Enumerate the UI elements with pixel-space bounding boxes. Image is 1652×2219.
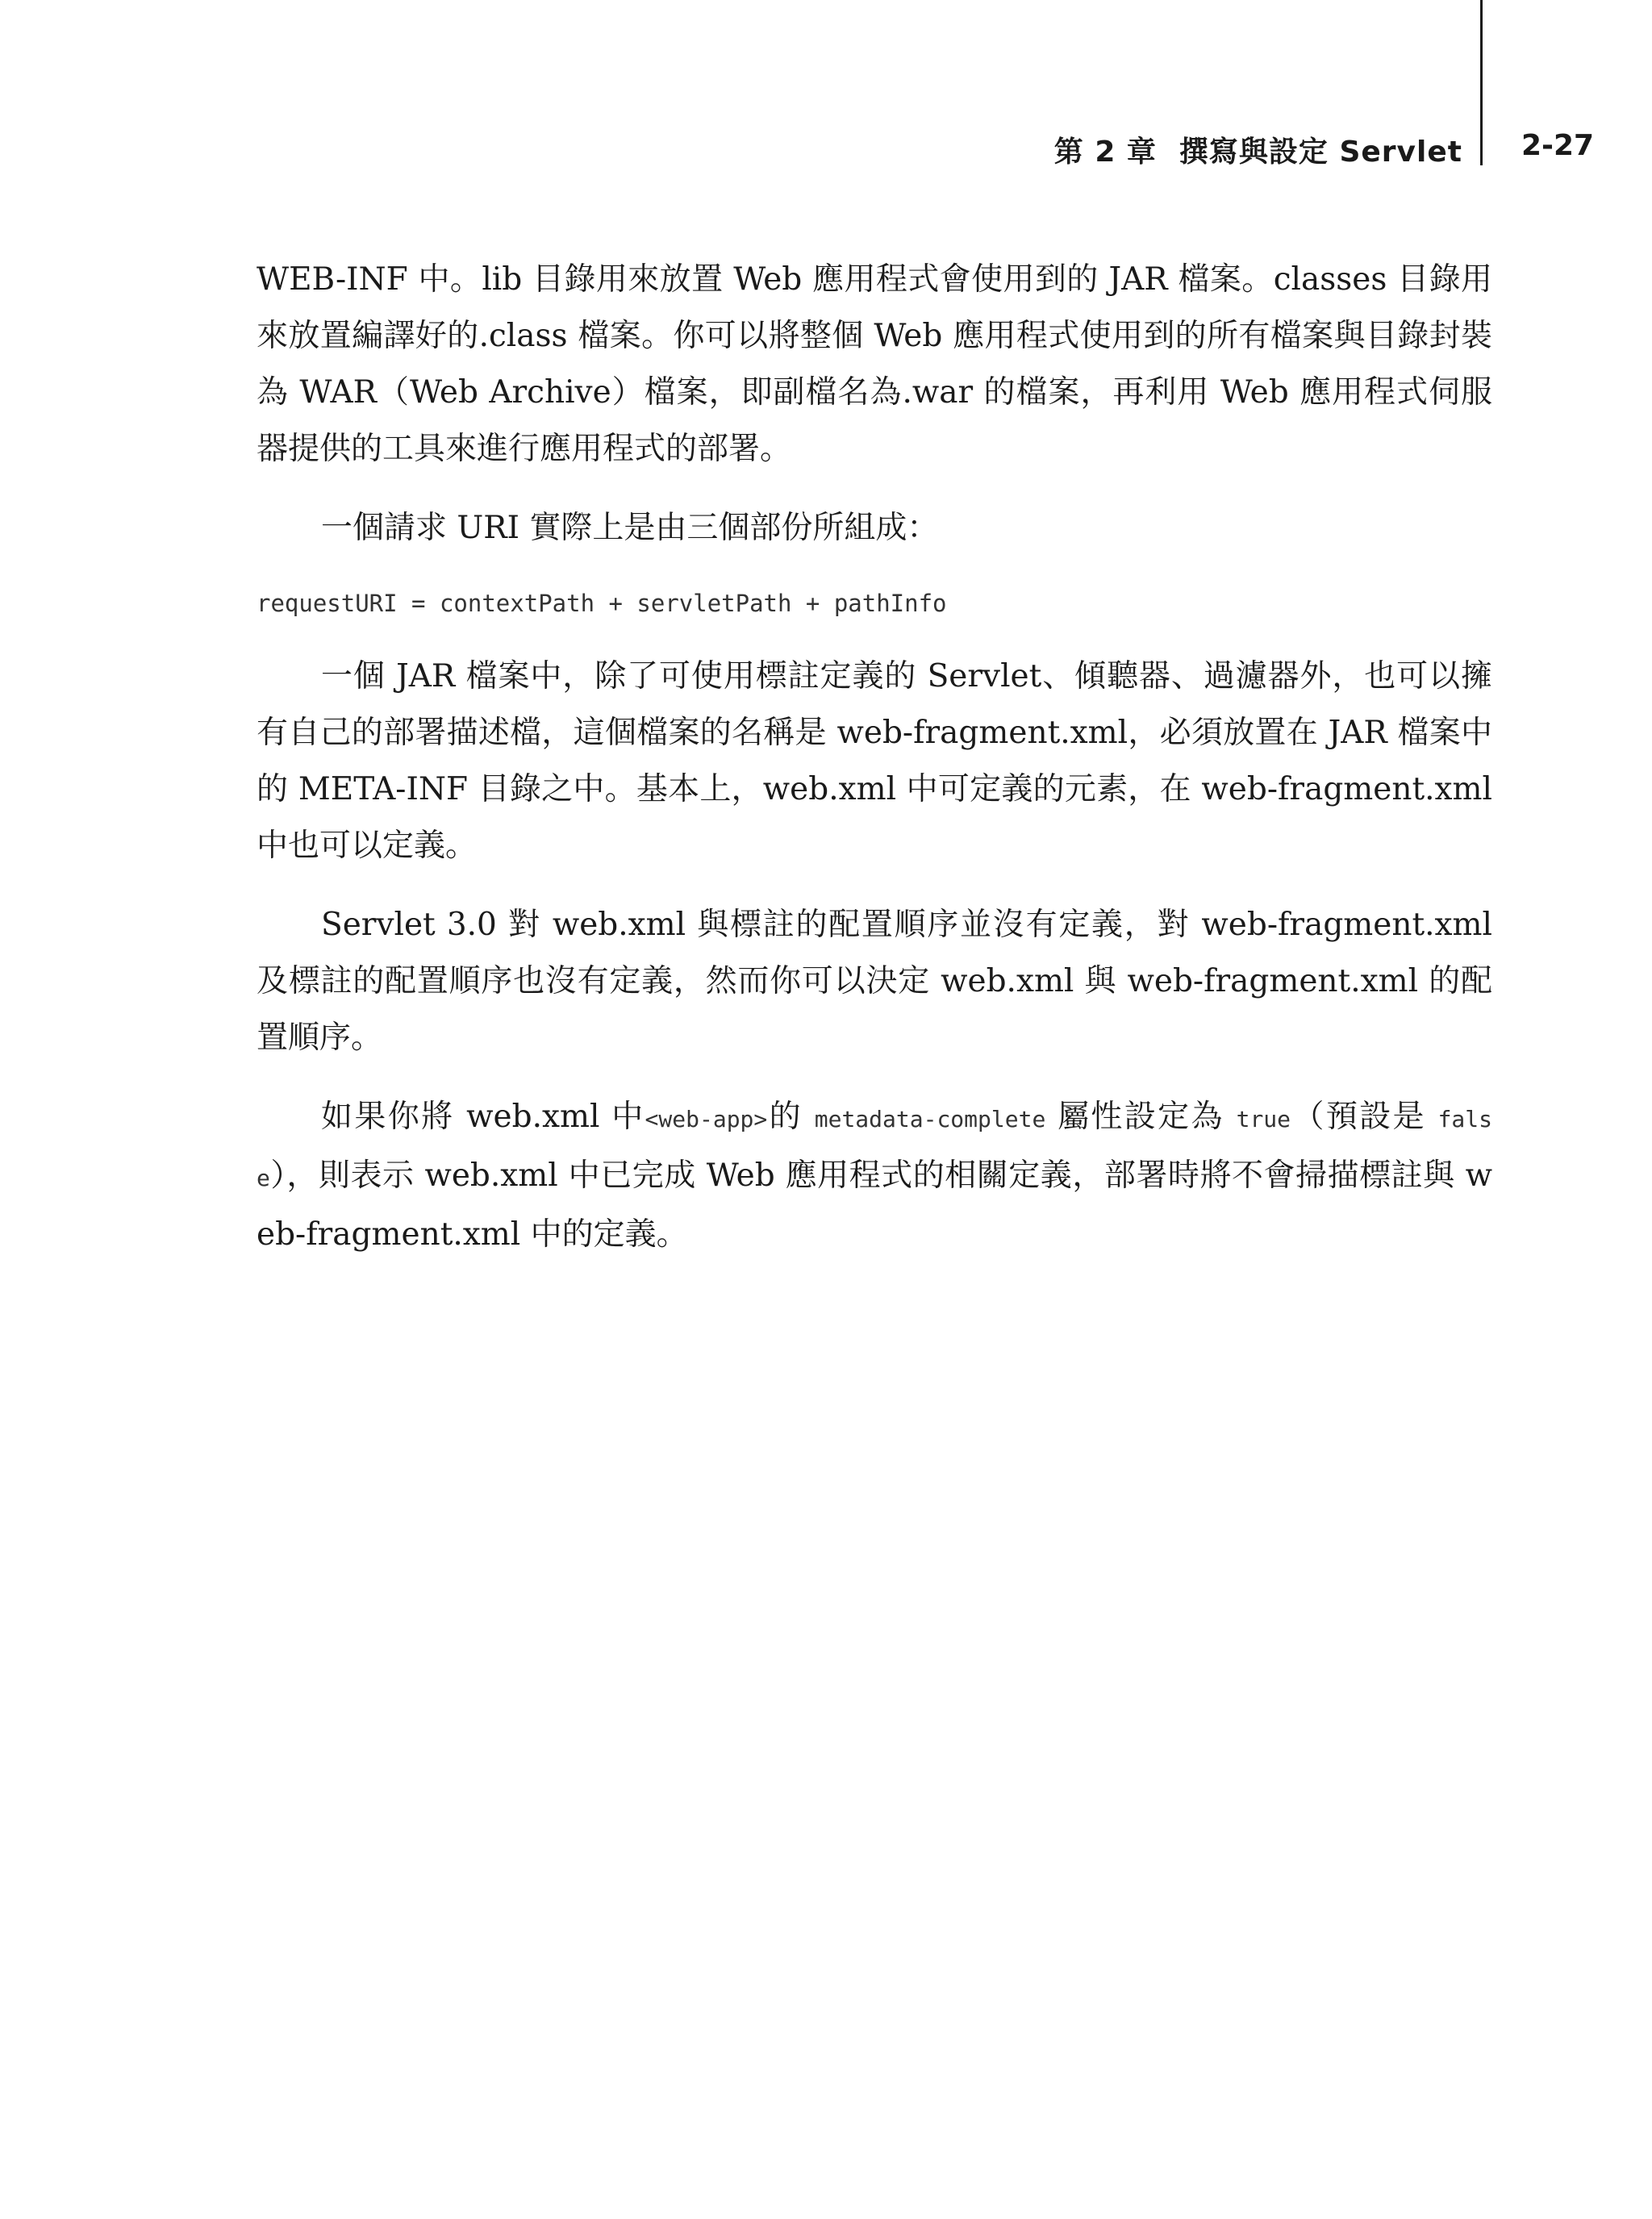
page-body [257, 252, 1492, 1286]
page-number: 2-27 [1521, 129, 1595, 162]
code-request-uri: requestURI = contextPath + servletPath + pathInfo [257, 590, 947, 617]
code-false: false [257, 1106, 1492, 1191]
text-segment: 如果你將 web.xml 中 [321, 1099, 645, 1135]
paragraph-web-fragment: 一個 JAR 檔案中，除了可使用標註定義的 Servlet、傾聽器、過濾器外，也可以擁有自己的部署描述檔，這個檔案的名稱是 web-fragment.xml，必須放置在 JAR 檔案中的 META-INF 目錄之中。基本上，web.xml 中可定義的元素，在 web-fragment.xml 中也可以定義。 [257, 658, 1492, 864]
paragraph-config-order: Servlet 3.0 對 web.xml 與標註的配置順序並沒有定義，對 web-fragment.xml 及標註的配置順序也沒有定義，然而你可以決定 web.xml 與 web-fragment.xml 的配置順序。 [257, 907, 1492, 1056]
text-segment: 屬性設定為 [1045, 1099, 1237, 1135]
text-segment: ），則表示 web.xml 中已完成 Web 應用程式的相關定義，部署時將不會掃描標註與 web-fragment.xml 中的定義。 [257, 1157, 1492, 1253]
running-head [1054, 129, 1462, 170]
chapter-title: 撰寫與設定 Servlet [1179, 136, 1462, 169]
text-segment: 的 [767, 1099, 815, 1135]
paragraph-war-packaging: WEB-INF 中。lib 目錄用來放置 Web 應用程式會使用到的 JAR 檔案。classes 目錄用來放置編譯好的.class 檔案。你可以將整個 Web 應用程式使用到的所有檔案與目錄封裝為 WAR（Web Archive）檔案，即副檔名為.war 的檔案，再利用 Web 應用程式伺服器提供的工具來進行應用程式的部署。 [257, 261, 1492, 467]
code-web-app-tag: <web-app> [645, 1106, 768, 1132]
code-metadata-complete: metadata-complete [814, 1106, 1046, 1132]
header-vertical-rule [1480, 0, 1483, 165]
paragraph-request-uri: 一個請求 URI 實際上是由三個部份所組成： [321, 510, 939, 546]
code-true: true [1236, 1106, 1291, 1132]
text-segment: （預設是 [1291, 1099, 1438, 1135]
chapter-label: 第 2 章 [1053, 136, 1157, 169]
paragraph-metadata-complete [257, 1089, 1492, 1263]
